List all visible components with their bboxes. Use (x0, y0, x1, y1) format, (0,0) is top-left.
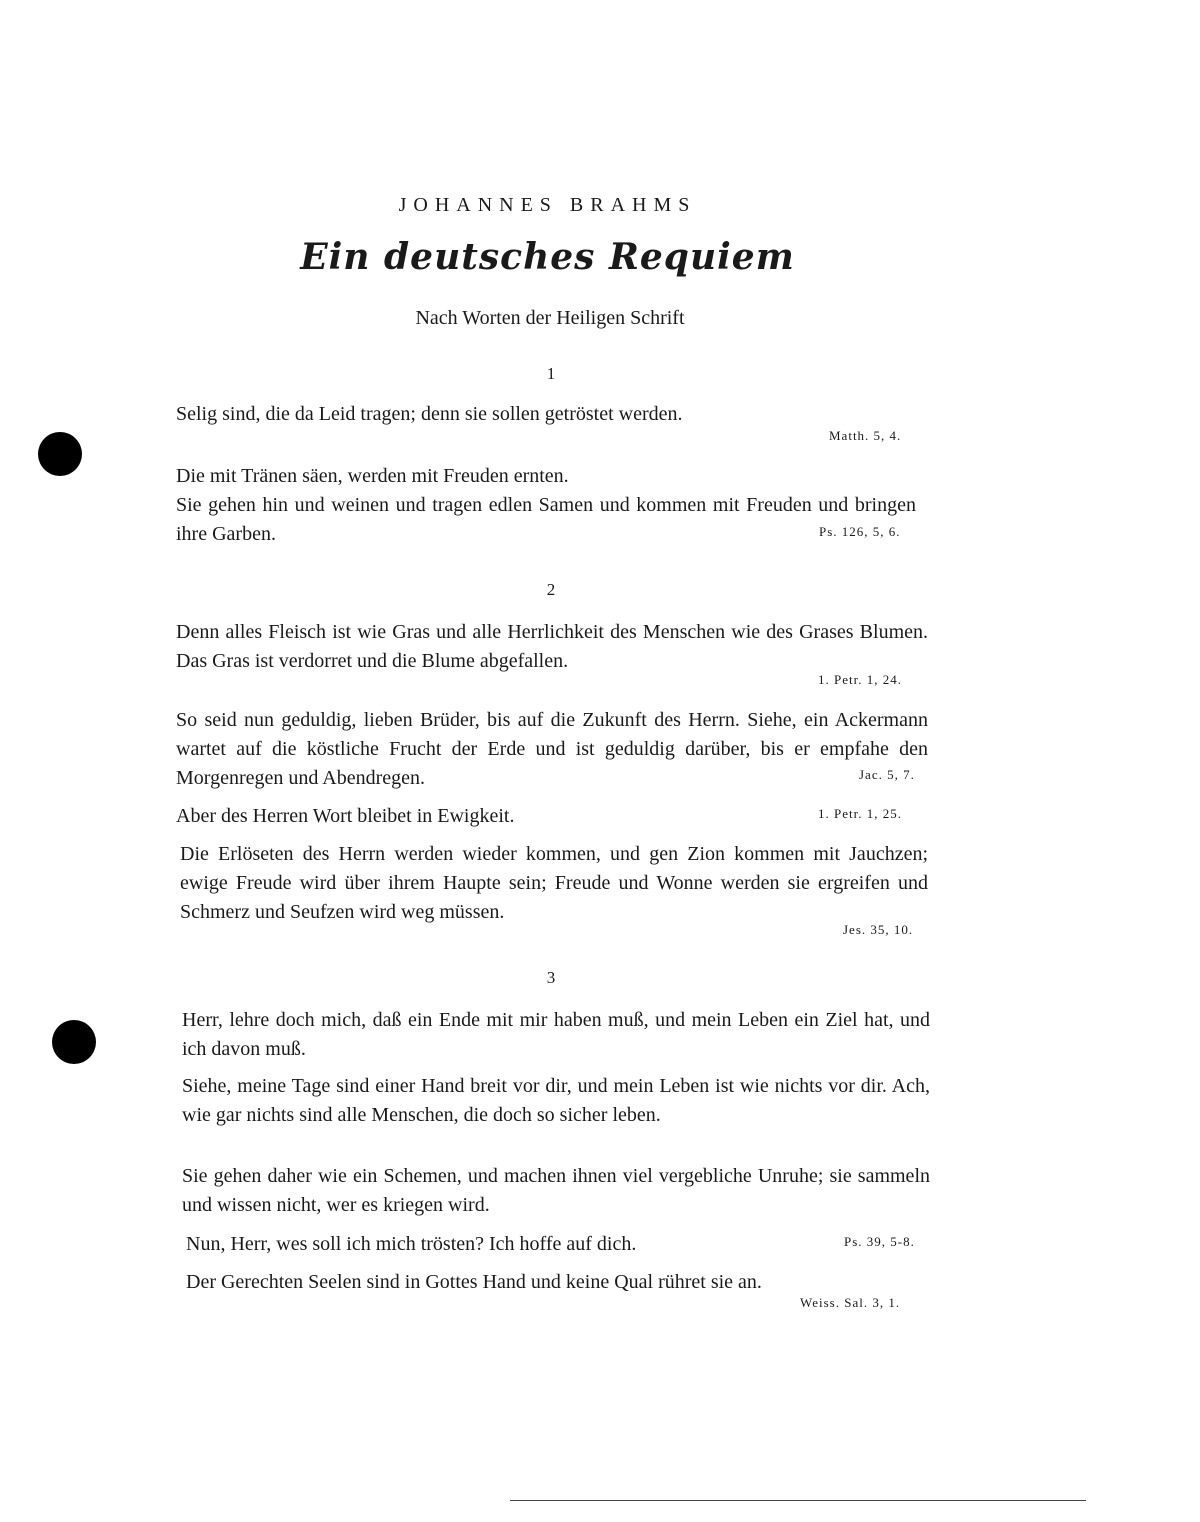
scripture-reference: Weiss. Sal. 3, 1. (800, 1295, 901, 1310)
verse: Herr, lehre doch mich, daß ein Ende mit mir haben muß, und mein Leben ein Ziel hat, und ich davon muß. (182, 1009, 930, 1060)
verse: Siehe, meine Tage sind einer Hand breit vor dir, und mein Leben ist wie nichts vor dir. Ach, wie gar nichts sind alle Menschen, die doch so sicher leben. (182, 1075, 930, 1126)
verse: Die Erlöseten des Herrn werden wieder kommen, und gen Zion kommen mit Jauchzen; ewige Freude wird über ihrem Haupte sein; Freude und Wonne werden sie ergreifen und Schmerz und Seufzen wird weg müssen. (180, 843, 928, 923)
scripture-reference: 1. Petr. 1, 25. (818, 806, 902, 821)
verse: So seid nun geduldig, lieben Brüder, bis auf die Zukunft des Herrn. Siehe, ein Ackermann wartet auf die köstliche Frucht der Erde und ist geduldig darüber, bis er empfahe den Morgenregen und Abendregen. (176, 709, 928, 789)
scripture-reference: Ps. 39, 5-8. (844, 1234, 915, 1249)
verse: Selig sind, die da Leid tragen; denn sie sollen getröstet werden. (176, 403, 683, 425)
verse: Nun, Herr, wes soll ich mich trösten? Ich hoffe auf dich. (186, 1233, 637, 1255)
scripture-reference: Jac. 5, 7. (859, 767, 915, 782)
verse: Denn alles Fleisch ist wie Gras und alle Herrlichkeit des Menschen wie des Grases Blumen. Das Gras ist verdorret und die Blume abgefallen. (176, 621, 928, 672)
section-number: 3 (546, 968, 556, 987)
section-number: 1 (546, 364, 556, 383)
verse: Sie gehen hin und weinen und tragen edlen Samen und kommen mit Freuden und bringen ihre Garben. (176, 494, 916, 545)
work-subtitle: Nach Worten der Heiligen Schrift (415, 307, 685, 329)
composer-name: JOHANNES BRAHMS (398, 194, 697, 216)
punch-hole (38, 432, 82, 476)
scripture-reference: Matth. 5, 4. (829, 428, 902, 443)
verse: Die mit Tränen säen, werden mit Freuden ernten. (176, 465, 569, 487)
scripture-reference: 1. Petr. 1, 24. (818, 672, 902, 687)
punch-hole (52, 1020, 96, 1064)
work-title: Ein deutsches Requiem (300, 236, 795, 278)
footer-rule (510, 1500, 1086, 1501)
verse: Sie gehen daher wie ein Schemen, und machen ihnen viel vergebliche Unruhe; sie sammeln und wissen nicht, wer es kriegen wird. (182, 1165, 930, 1216)
scripture-reference: Jes. 35, 10. (843, 922, 914, 937)
verse: Der Gerechten Seelen sind in Gottes Hand und keine Qual rühret sie an. (186, 1271, 762, 1293)
scripture-reference: Ps. 126, 5, 6. (819, 524, 901, 539)
verse: Aber des Herren Wort bleibet in Ewigkeit. (176, 805, 515, 827)
section-number: 2 (546, 580, 556, 599)
